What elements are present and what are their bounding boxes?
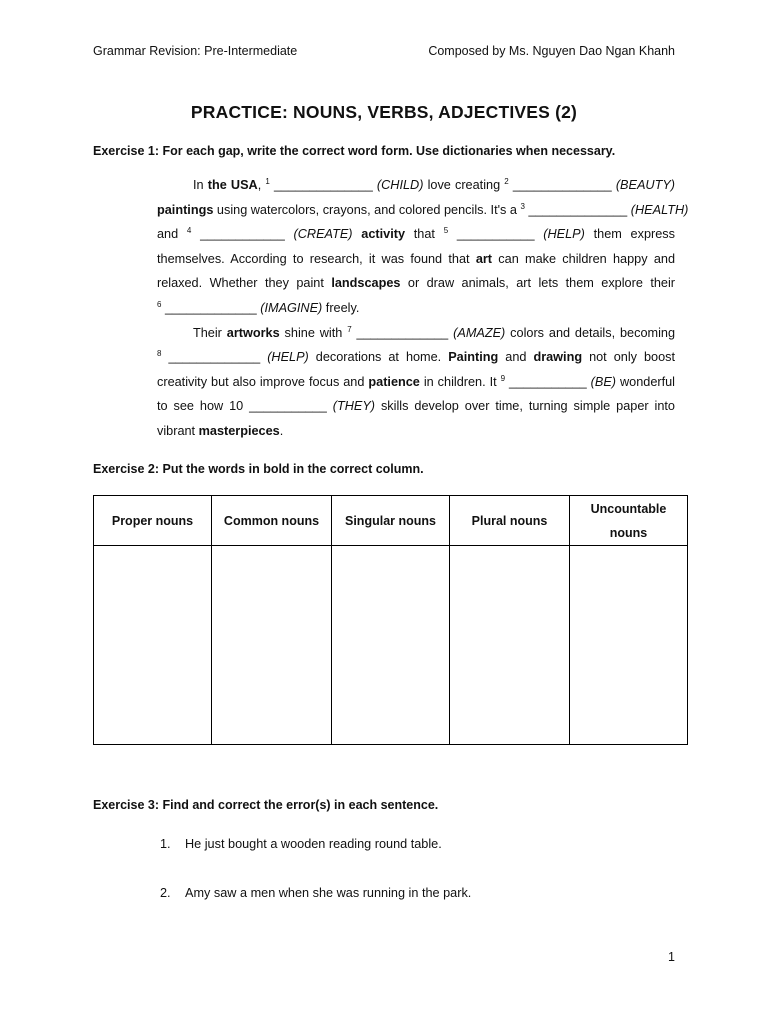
column-header-uncountable-nouns: Uncountable nouns <box>570 496 688 546</box>
exercise-3-heading: Exercise 3: Find and correct the error(s) in each sentence. <box>93 798 439 812</box>
column-header-common-nouns: Common nouns <box>212 496 332 546</box>
passage-line: Their artworks shine with $^7$ _____________ (AMAZE) colors and details, becoming <box>193 324 676 340</box>
passage-line: relaxed. Whether they paint landscapes or draw animals, art lets them explore their <box>157 276 675 291</box>
item-text: Amy saw a men when she was running in the park. <box>185 886 472 900</box>
passage-line: and $^4$ ____________ (CREATE) activity that $^5$ ___________ (HELP) them express <box>157 226 675 242</box>
page-title: PRACTICE: NOUNS, VERBS, ADJECTIVES (2) <box>190 102 578 122</box>
column-header-proper-nouns: Proper nouns <box>94 496 212 546</box>
exercise-1-heading: Exercise 1: For each gap, write the correct word form. Use dictionaries when necessary. <box>93 144 616 158</box>
passage-line: to see how 10 ___________ (THEY) skills develop over time, turning simple paper into <box>157 399 675 414</box>
passage-line: paintings using watercolors, crayons, and colored pencils. It's a $^3$ ______________ (HEALTH) <box>157 201 689 217</box>
exercise-1-passage <box>157 173 689 444</box>
passage-line: $^6$ _____________ (IMAGINE) freely. <box>157 299 360 315</box>
item-text: He just bought a wooden reading round table. <box>185 837 442 851</box>
answer-cell-singular-nouns[interactable] <box>332 546 450 745</box>
answer-cell-uncountable-nouns[interactable] <box>570 546 688 745</box>
item-number: 1. <box>160 837 171 851</box>
passage-line: $^8$ _____________ (HELP) decorations at home. Painting and drawing not only boost <box>157 349 676 365</box>
item-number: 2. <box>160 886 171 900</box>
passage-line: In the USA, $^1$ ______________ (CHILD) love creating $^2$ ______________ (BEAUTY) <box>193 177 676 192</box>
exercise-2-heading: Exercise 2: Put the words in bold in the correct column. <box>93 462 424 476</box>
passage-line: themselves. According to research, it was found that art can make children happy and <box>157 251 675 266</box>
list-item <box>160 837 442 851</box>
answer-cell-common-nouns[interactable] <box>212 546 332 745</box>
passage-line: vibrant masterpieces. <box>157 423 284 438</box>
page-number: 1 <box>668 950 675 964</box>
answer-cell-plural-nouns[interactable] <box>450 546 570 745</box>
answer-cell-proper-nouns[interactable] <box>94 546 212 745</box>
list-item <box>160 886 471 900</box>
passage-line: creativity but also improve focus and patience in children. It $^9$ ___________ (BE) wonderful <box>157 373 675 389</box>
column-header-singular-nouns: Singular nouns <box>332 496 450 546</box>
noun-classification-table <box>93 495 688 745</box>
column-header-plural-nouns: Plural nouns <box>450 496 570 546</box>
header-right: Composed by Ms. Nguyen Dao Ngan Khanh <box>428 44 675 58</box>
header-left: Grammar Revision: Pre-Intermediate <box>93 44 298 58</box>
